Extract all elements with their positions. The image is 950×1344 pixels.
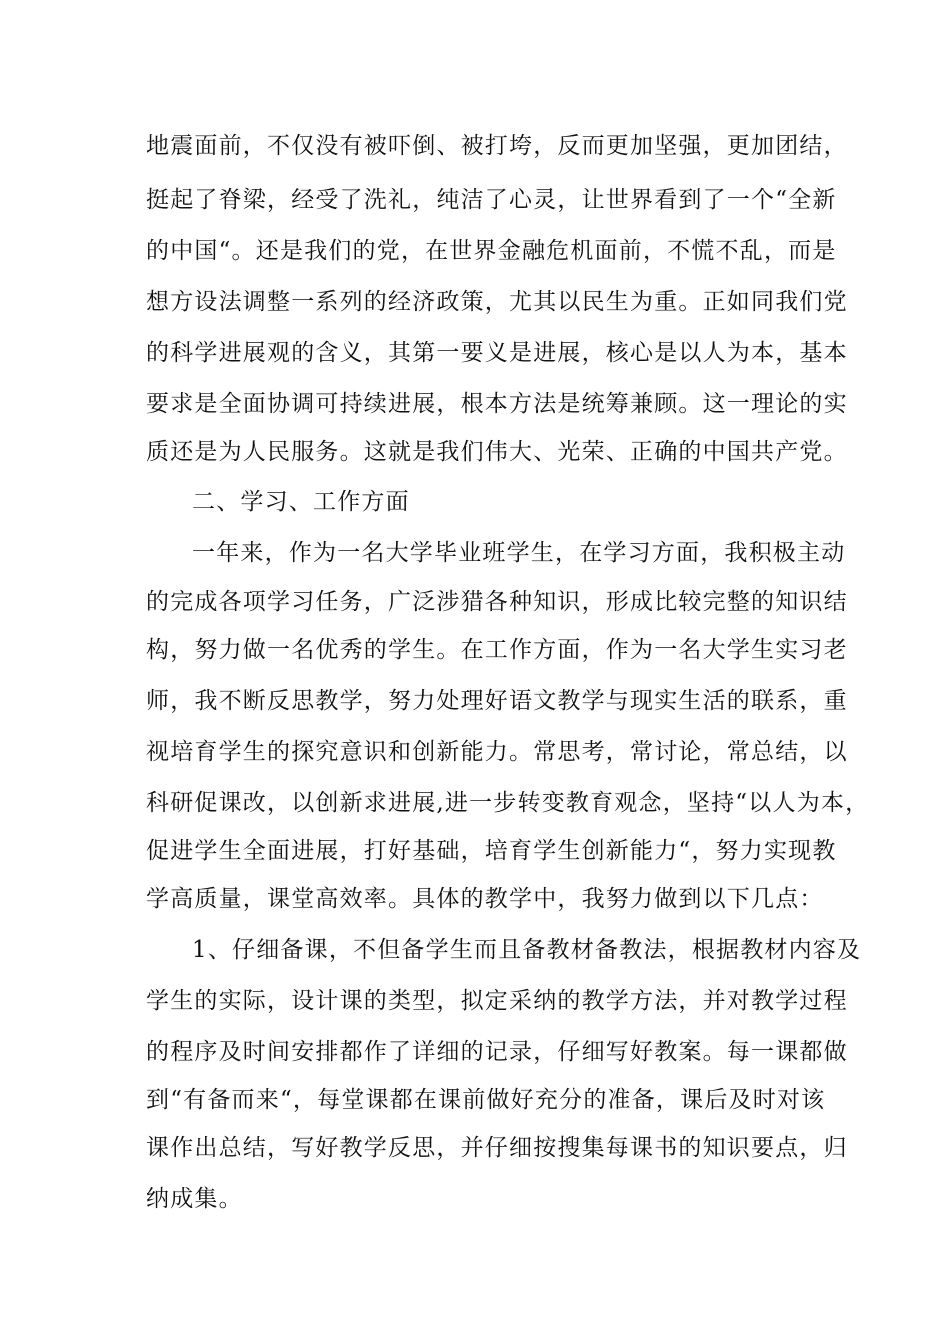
text-line: 地震面前，不仅没有被吓倒、被打垮，反而更加坚强，更加团结， [146, 133, 848, 159]
text-line: 的完成各项学习任务，广泛涉猎各种知识，形成比较完整的知识结 [146, 589, 848, 615]
text-line: 学生的实际，设计课的类型，拟定采纳的教学方法，并对教学过程 [146, 988, 848, 1014]
text-line: 的科学进展观的含义，其第一要义是进展，核心是以人为本，基本 [146, 340, 848, 366]
text-line: 的中国“。还是我们的党，在世界金融危机面前，不慌不乱，而是 [146, 238, 837, 264]
text-line: 的程序及时间安排都作了详细的记录，仔细写好教案。每一课都做 [146, 1039, 848, 1065]
text-line: 质还是为人民服务。这就是我们伟大、光荣、正确的中国共产党。 [146, 439, 848, 465]
text-line: 学高质量，课堂高效率。具体的教学中，我努力做到以下几点： [146, 886, 824, 912]
text-line: 想方设法调整一系列的经济政策，尤其以民生为重。正如同我们党 [146, 289, 848, 315]
text-line: 1、仔细备课，不但备学生而且备教材备教法，根据教材内容及 [192, 937, 862, 963]
text-line: 挺起了脊梁，经受了洗礼，纯洁了心灵，让世界看到了一个“全新 [146, 187, 837, 213]
text-line: 促进学生全面进展，打好基础，培育学生创新能力“，努力实现教 [146, 838, 837, 864]
text-line: 师，我不断反思教学，努力处理好语文教学与现实生活的联系，重 [146, 688, 848, 714]
text-line: 科研促课改，以创新求进展,进一步转变教育观念，坚持“以人为本， [146, 790, 870, 816]
section-heading: 二、学习、工作方面 [192, 489, 410, 515]
text-line: 要求是全面协调可持续进展，根本方法是统筹兼顾。这一理论的实 [146, 391, 848, 417]
text-line: 纳成集。 [146, 1186, 243, 1212]
text-line: 课作出总结，写好教学反思，并仔细按搜集每课书的知识要点，归 [146, 1135, 848, 1161]
text-line: 视培育学生的探究意识和创新能力。常思考，常讨论，常总结，以 [146, 739, 848, 765]
text-line: 到“有备而来“，每堂课都在课前做好充分的准备，课后及时对该 [146, 1087, 826, 1113]
text-line: 构，努力做一名优秀的学生。在工作方面，作为一名大学生实习老 [146, 637, 848, 663]
text-line: 一年来，作为一名大学毕业班学生，在学习方面，我积极主动 [192, 540, 846, 566]
